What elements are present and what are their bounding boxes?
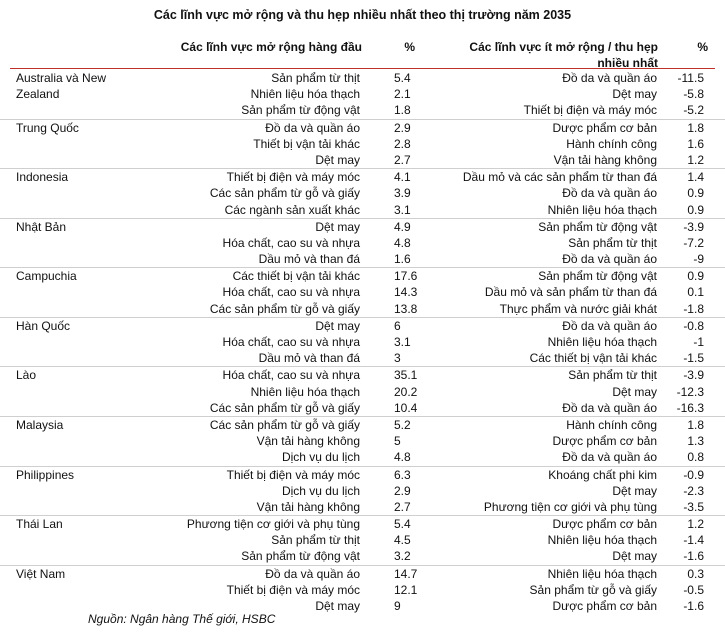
contracting-sector-cell: Dệt may bbox=[612, 384, 657, 399]
contracting-percent-cell: -3.5 bbox=[683, 499, 704, 514]
contracting-sector-cell: Sản phẩm từ thịt bbox=[568, 368, 657, 383]
contracting-percent-cell: -16.3 bbox=[676, 400, 704, 415]
expanding-percent-cell: 5.4 bbox=[394, 71, 411, 85]
expanding-percent-cell: 14.3 bbox=[394, 285, 418, 300]
expanding-sector-cell: Sản phẩm từ thịt bbox=[271, 533, 360, 548]
contracting-percent-cell: -0.9 bbox=[683, 467, 704, 482]
expanding-sector-cell: Thiết bị vận tải khác bbox=[253, 136, 360, 151]
contracting-sector-cell: Các thiết bị vận tải khác bbox=[529, 351, 657, 366]
expanding-sector-cell: Các sản phẩm từ gỗ và giấy bbox=[209, 400, 360, 415]
contracting-percent-cell: -1 bbox=[693, 335, 704, 349]
table-row bbox=[0, 102, 725, 118]
country-cell: Việt Nam bbox=[16, 566, 66, 581]
table-row bbox=[0, 317, 725, 334]
contracting-sector-cell: Thiết bị điện và máy móc bbox=[523, 103, 657, 118]
header-contracting-line1: Các lĩnh vực ít mở rộng / thu hẹp bbox=[469, 40, 658, 54]
contracting-percent-cell: -2.3 bbox=[683, 483, 704, 498]
country-cell: Nhật Bản bbox=[16, 219, 67, 234]
expanding-percent-cell: 5.2 bbox=[394, 417, 411, 432]
table-row bbox=[0, 384, 725, 400]
contracting-percent-cell: -0.8 bbox=[683, 318, 704, 333]
contracting-percent-cell: -12.3 bbox=[676, 384, 704, 399]
expanding-percent-cell: 6 bbox=[394, 318, 401, 333]
header-contracting-line2: nhiều nhất bbox=[597, 56, 658, 70]
table-title: Các lĩnh vực mở rộng và thu hẹp nhiều nhất theo thị trường năm 2035 bbox=[153, 8, 572, 22]
expanding-sector-cell: Nhiên liệu hóa thạch bbox=[250, 384, 360, 399]
country-cell: Zealand bbox=[16, 87, 60, 102]
table-row bbox=[0, 350, 725, 366]
expanding-percent-cell: 3.1 bbox=[394, 202, 411, 217]
table-row bbox=[0, 515, 725, 532]
contracting-percent-cell: -1.6 bbox=[683, 549, 704, 564]
expanding-sector-cell: Các sản phẩm từ gỗ và giấy bbox=[209, 186, 360, 201]
contracting-sector-cell: Sản phẩm từ gỗ và giấy bbox=[529, 582, 657, 597]
expanding-percent-cell: 3 bbox=[394, 351, 401, 366]
contracting-percent-cell: 0.8 bbox=[687, 450, 704, 465]
contracting-percent-cell: -1.6 bbox=[683, 599, 704, 613]
table-row bbox=[0, 168, 725, 185]
expanding-percent-cell: 1.6 bbox=[394, 252, 411, 267]
expanding-percent-cell: 2.9 bbox=[394, 120, 411, 135]
expanding-sector-cell: Vận tải hàng không bbox=[256, 434, 360, 449]
table-row bbox=[0, 466, 725, 483]
expanding-percent-cell: 20.2 bbox=[394, 384, 418, 399]
expanding-sector-cell: Phương tiện cơ giới và phụ tùng bbox=[186, 517, 360, 532]
expanding-sector-cell: Các thiết bị vận tải khác bbox=[232, 269, 360, 284]
contracting-percent-cell: 0.9 bbox=[687, 202, 704, 217]
table-row bbox=[0, 582, 725, 598]
table-row bbox=[0, 366, 725, 383]
expanding-percent-cell: 2.7 bbox=[394, 152, 411, 167]
expanding-percent-cell: 4.9 bbox=[394, 219, 411, 234]
expanding-sector-cell: Đồ da và quần áo bbox=[265, 120, 360, 135]
table-row bbox=[0, 532, 725, 548]
contracting-percent-cell: 1.3 bbox=[687, 434, 704, 449]
contracting-percent-cell: -1.5 bbox=[683, 351, 704, 366]
expanding-sector-cell: Dệt may bbox=[315, 219, 360, 234]
expanding-percent-cell: 3.9 bbox=[394, 186, 411, 201]
contracting-sector-cell: Nhiên liệu hóa thạch bbox=[547, 566, 657, 581]
contracting-percent-cell: -11.5 bbox=[677, 71, 704, 85]
expanding-percent-cell: 4.5 bbox=[394, 533, 411, 548]
expanding-sector-cell: Nhiên liệu hóa thạch bbox=[250, 87, 360, 102]
expanding-sector-cell: Dịch vụ du lịch bbox=[281, 450, 360, 465]
expanding-percent-cell: 2.8 bbox=[394, 136, 411, 151]
contracting-sector-cell: Nhiên liệu hóa thạch bbox=[547, 202, 657, 217]
expanding-sector-cell: Các ngành sản xuất khác bbox=[224, 202, 360, 217]
contracting-sector-cell: Sản phẩm từ thịt bbox=[568, 235, 657, 250]
country-cell: Australia và New bbox=[16, 71, 107, 85]
expanding-percent-cell: 4.1 bbox=[394, 170, 411, 185]
expanding-sector-cell: Dệt may bbox=[315, 152, 360, 167]
contracting-sector-cell: Đồ da và quần áo bbox=[562, 318, 657, 333]
expanding-sector-cell: Các sản phẩm từ gỗ và giấy bbox=[209, 417, 360, 432]
expanding-percent-cell: 10.4 bbox=[394, 400, 418, 415]
expanding-percent-cell: 13.8 bbox=[394, 301, 418, 316]
table-row bbox=[0, 499, 725, 515]
data-table bbox=[0, 70, 725, 614]
contracting-sector-cell: Đồ da và quần áo bbox=[562, 450, 657, 465]
contracting-percent-cell: -9 bbox=[693, 252, 704, 267]
contracting-percent-cell: 1.8 bbox=[687, 417, 704, 432]
expanding-percent-cell: 2.7 bbox=[394, 499, 411, 514]
table-row bbox=[0, 334, 725, 350]
contracting-sector-cell: Hành chính công bbox=[566, 417, 657, 432]
table-row bbox=[0, 267, 725, 284]
header-expanding-sectors: Các lĩnh vực mở rộng hàng đầu bbox=[180, 40, 362, 54]
table-row bbox=[0, 218, 725, 235]
contracting-sector-cell: Vận tải hàng không bbox=[553, 152, 657, 167]
table-row bbox=[0, 483, 725, 499]
contracting-percent-cell: 0.3 bbox=[687, 566, 704, 581]
expanding-percent-cell: 17.6 bbox=[394, 269, 418, 284]
contracting-percent-cell: 0.1 bbox=[687, 285, 704, 300]
expanding-sector-cell: Hóa chất, cao su và nhựa bbox=[222, 335, 360, 349]
table-row bbox=[0, 86, 725, 102]
expanding-percent-cell: 2.9 bbox=[394, 483, 411, 498]
contracting-sector-cell: Khoáng chất phi kim bbox=[548, 467, 657, 482]
expanding-sector-cell: Dịch vụ du lịch bbox=[281, 483, 360, 498]
contracting-sector-cell: Nhiên liệu hóa thạch bbox=[547, 335, 657, 349]
expanding-percent-cell: 14.7 bbox=[394, 566, 418, 581]
contracting-sector-cell: Sản phẩm từ động vật bbox=[538, 269, 657, 284]
expanding-percent-cell: 12.1 bbox=[394, 582, 418, 597]
table-row bbox=[0, 202, 725, 218]
expanding-percent-cell: 3.1 bbox=[394, 335, 411, 349]
country-cell: Philippines bbox=[16, 467, 75, 482]
contracting-percent-cell: -0.5 bbox=[683, 582, 704, 597]
expanding-sector-cell: Đồ da và quần áo bbox=[265, 566, 360, 581]
contracting-sector-cell: Dược phẩm cơ bản bbox=[552, 517, 657, 532]
expanding-sector-cell: Dầu mỏ và than đá bbox=[258, 252, 360, 267]
contracting-percent-cell: -5.8 bbox=[683, 87, 704, 102]
table-row bbox=[0, 301, 725, 317]
contracting-sector-cell: Đồ da và quần áo bbox=[562, 252, 657, 267]
contracting-sector-cell: Nhiên liệu hóa thạch bbox=[547, 533, 657, 548]
country-cell: Thái Lan bbox=[16, 517, 63, 532]
table-row bbox=[0, 136, 725, 152]
contracting-percent-cell: -1.8 bbox=[683, 301, 704, 316]
contracting-sector-cell: Hành chính công bbox=[566, 136, 657, 151]
expanding-sector-cell: Sản phẩm từ động vật bbox=[241, 549, 360, 564]
expanding-sector-cell: Các sản phẩm từ gỗ và giấy bbox=[209, 301, 360, 316]
country-cell: Indonesia bbox=[16, 170, 69, 185]
contracting-sector-cell: Dược phẩm cơ bản bbox=[552, 120, 657, 135]
country-cell: Trung Quốc bbox=[16, 120, 79, 135]
contracting-sector-cell: Đồ da và quần áo bbox=[562, 71, 657, 85]
table-row bbox=[0, 449, 725, 465]
table-row bbox=[0, 185, 725, 201]
table-row bbox=[0, 152, 725, 168]
expanding-sector-cell: Sản phẩm từ động vật bbox=[241, 103, 360, 118]
table-row bbox=[0, 433, 725, 449]
country-cell: Hàn Quốc bbox=[16, 318, 71, 333]
contracting-sector-cell: Phương tiện cơ giới và phụ tùng bbox=[483, 499, 657, 514]
country-cell: Malaysia bbox=[16, 417, 64, 432]
expanding-sector-cell: Vận tải hàng không bbox=[256, 499, 360, 514]
contracting-percent-cell: 0.9 bbox=[687, 269, 704, 284]
contracting-sector-cell: Dệt may bbox=[612, 87, 657, 102]
contracting-sector-cell: Dệt may bbox=[612, 483, 657, 498]
table-row bbox=[0, 119, 725, 136]
contracting-sector-cell: Đồ da và quần áo bbox=[562, 400, 657, 415]
table-row bbox=[0, 235, 725, 251]
expanding-percent-cell: 4.8 bbox=[394, 235, 411, 250]
contracting-percent-cell: 1.4 bbox=[687, 170, 704, 185]
table-row bbox=[0, 70, 725, 86]
expanding-sector-cell: Thiết bị điện và máy móc bbox=[226, 582, 360, 597]
contracting-percent-cell: -3.9 bbox=[683, 219, 704, 234]
expanding-percent-cell: 5.4 bbox=[394, 517, 411, 532]
contracting-sector-cell: Dầu mỏ và các sản phẩm từ than đá bbox=[462, 170, 657, 185]
expanding-percent-cell: 2.1 bbox=[394, 87, 411, 102]
table-row bbox=[0, 548, 725, 564]
header-right-percent: % bbox=[697, 40, 708, 54]
table-row bbox=[0, 284, 725, 300]
table-row bbox=[0, 565, 725, 582]
expanding-percent-cell: 1.8 bbox=[394, 103, 411, 118]
contracting-percent-cell: -3.9 bbox=[683, 368, 704, 383]
expanding-percent-cell: 9 bbox=[394, 599, 401, 613]
expanding-sector-cell: Thiết bị điện và máy móc bbox=[226, 170, 360, 185]
expanding-percent-cell: 6.3 bbox=[394, 467, 411, 482]
contracting-sector-cell: Dệt may bbox=[612, 549, 657, 564]
contracting-percent-cell: -5.2 bbox=[683, 103, 704, 118]
country-cell: Lào bbox=[16, 368, 37, 383]
contracting-percent-cell: -7.2 bbox=[683, 235, 704, 250]
contracting-percent-cell: 1.8 bbox=[687, 120, 704, 135]
expanding-sector-cell: Dệt may bbox=[315, 599, 360, 613]
table-row bbox=[0, 400, 725, 416]
header-contracting-sectors bbox=[450, 39, 658, 71]
table-row bbox=[0, 251, 725, 267]
contracting-percent-cell: 0.9 bbox=[687, 186, 704, 201]
contracting-percent-cell: -1.4 bbox=[683, 533, 704, 548]
expanding-sector-cell: Hóa chất, cao su và nhựa bbox=[222, 368, 360, 383]
contracting-sector-cell: Thực phẩm và nước giải khát bbox=[499, 301, 657, 316]
expanding-sector-cell: Dệt may bbox=[315, 318, 360, 333]
header-divider bbox=[10, 68, 715, 69]
header-left-percent: % bbox=[404, 40, 415, 54]
contracting-percent-cell: 1.6 bbox=[687, 136, 704, 151]
contracting-percent-cell: 1.2 bbox=[687, 152, 704, 167]
contracting-sector-cell: Dược phẩm cơ bản bbox=[552, 434, 657, 449]
expanding-percent-cell: 35.1 bbox=[394, 368, 418, 383]
expanding-percent-cell: 4.8 bbox=[394, 450, 411, 465]
source-note: Nguồn: Ngân hàng Thế giới, HSBC bbox=[88, 612, 276, 626]
expanding-sector-cell: Hóa chất, cao su và nhựa bbox=[222, 235, 360, 250]
contracting-sector-cell: Dược phẩm cơ bản bbox=[552, 599, 657, 613]
expanding-sector-cell: Dầu mỏ và than đá bbox=[258, 351, 360, 366]
contracting-percent-cell: 1.2 bbox=[687, 517, 704, 532]
expanding-sector-cell: Thiết bị điện và máy móc bbox=[226, 467, 360, 482]
expanding-sector-cell: Sản phẩm từ thịt bbox=[271, 71, 360, 85]
expanding-percent-cell: 5 bbox=[394, 434, 401, 449]
table-row bbox=[0, 416, 725, 433]
contracting-sector-cell: Dầu mỏ và sản phẩm từ than đá bbox=[484, 285, 657, 300]
expanding-percent-cell: 3.2 bbox=[394, 549, 411, 564]
country-cell: Campuchia bbox=[16, 269, 77, 284]
expanding-sector-cell: Hóa chất, cao su và nhựa bbox=[222, 285, 360, 300]
contracting-sector-cell: Đồ da và quần áo bbox=[562, 186, 657, 201]
contracting-sector-cell: Sản phẩm từ động vật bbox=[538, 219, 657, 234]
